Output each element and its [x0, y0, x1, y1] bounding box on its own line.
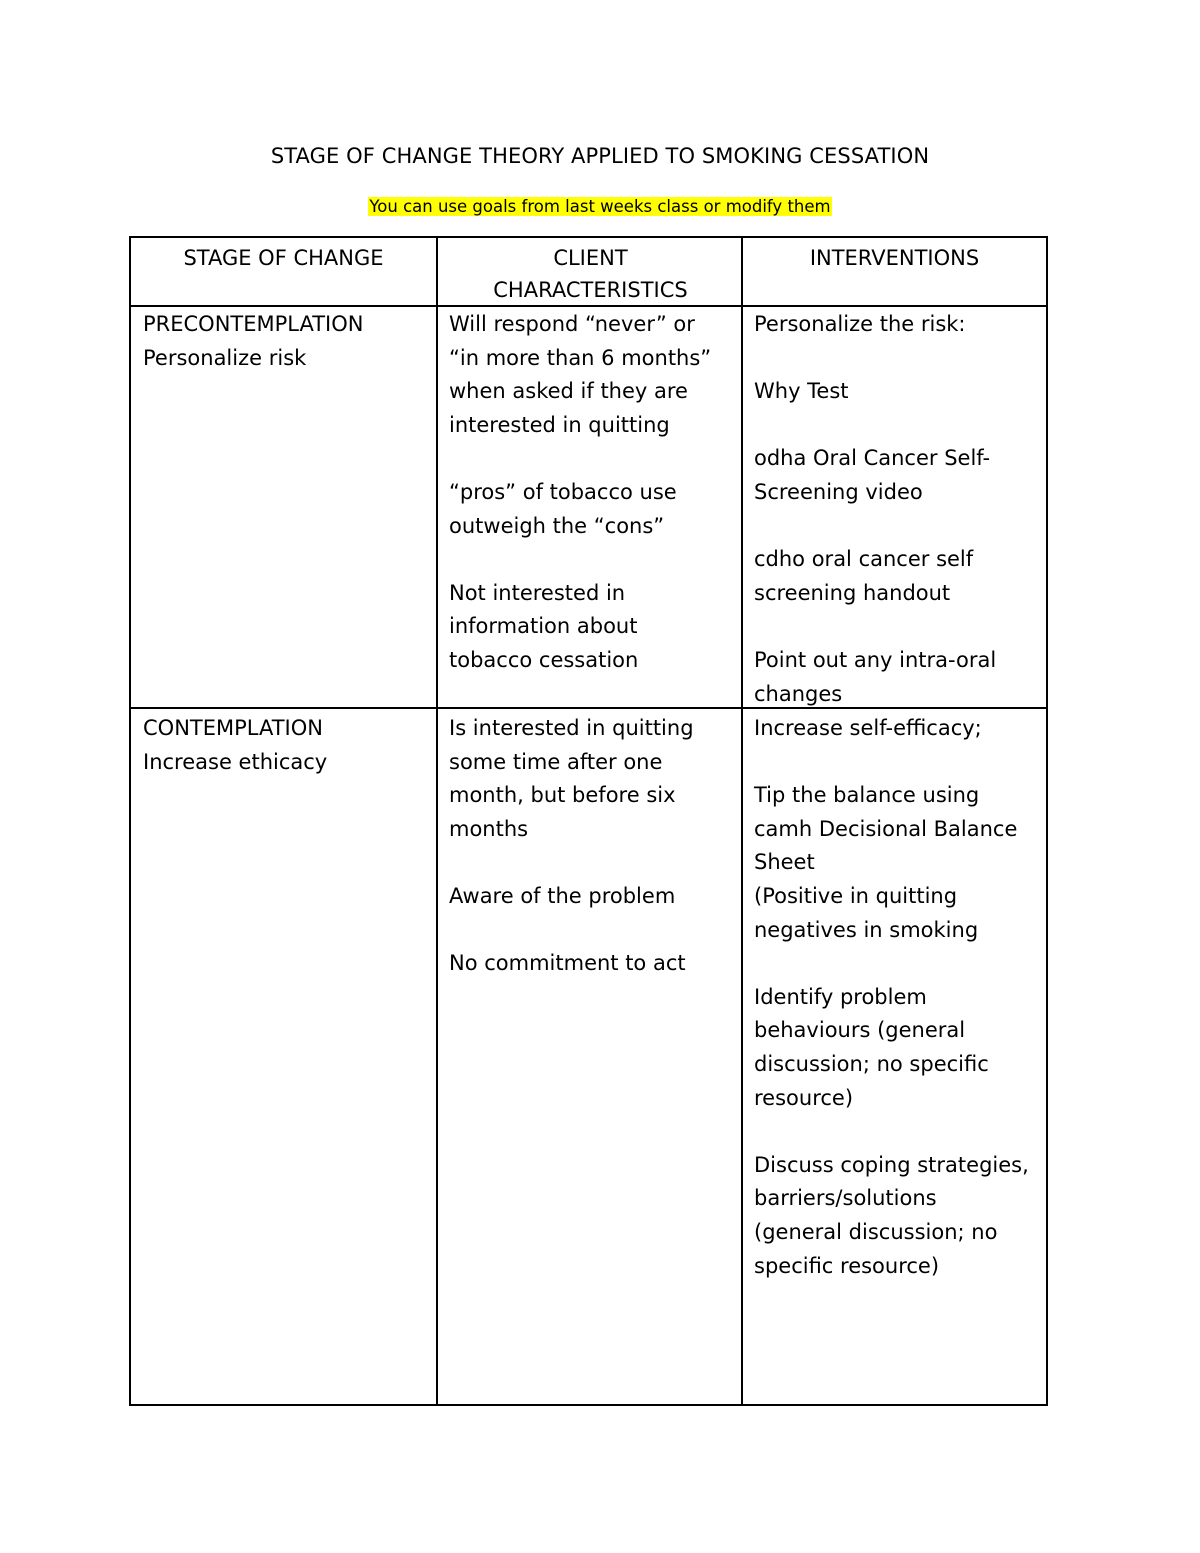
- interventions-line: Discuss coping strategies,: [754, 1152, 1029, 1177]
- characteristics-line: month, but before six: [449, 783, 676, 808]
- stage-of-change-table: [129, 236, 1048, 1406]
- row-2-characteristics-cell: [449, 712, 694, 981]
- interventions-line: negatives in smoking: [754, 917, 979, 942]
- interventions-line: Why Test: [754, 379, 849, 404]
- characteristics-line: Is interested in quitting: [449, 716, 694, 740]
- characteristics-line: Aware of the problem: [449, 883, 676, 908]
- characteristics-line: months: [449, 816, 529, 841]
- interventions-line: specific resource): [754, 1253, 940, 1278]
- header-stage-of-change: STAGE OF CHANGE: [183, 246, 384, 270]
- characteristics-line: outweigh the “cons”: [449, 513, 665, 538]
- interventions-line: (Positive in quitting: [754, 883, 958, 908]
- interventions-line: Personalize the risk:: [754, 312, 966, 336]
- characteristics-line: when asked if they are: [449, 379, 688, 404]
- row-1-stage-cell: [143, 308, 363, 375]
- interventions-line: discussion; no specific: [754, 1051, 989, 1076]
- instruction-note-wrapper: [0, 195, 1200, 218]
- interventions-line: Screening video: [754, 479, 923, 504]
- characteristics-line: No commitment to act: [449, 951, 686, 976]
- interventions-line: Point out any intra-oral: [754, 647, 997, 672]
- interventions-line: Sheet: [754, 850, 815, 875]
- characteristics-line: [449, 914, 694, 948]
- column-divider: [436, 238, 438, 1404]
- characteristics-line: “in more than 6 months”: [449, 345, 712, 370]
- row-2-interventions-cell: [754, 712, 1029, 1283]
- characteristics-line: [449, 442, 711, 476]
- interventions-line: camh Decisional Balance: [754, 816, 1018, 841]
- interventions-line: Tip the balance using: [754, 783, 980, 808]
- interventions-line: [754, 409, 996, 443]
- header-interventions: INTERVENTIONS: [809, 246, 980, 270]
- stage-goal: Personalize risk: [143, 345, 307, 370]
- interventions-line: (general discussion; no: [754, 1219, 998, 1244]
- column-divider: [741, 238, 743, 1404]
- characteristics-line: interested in quitting: [449, 412, 670, 437]
- characteristics-line: “pros” of tobacco use: [449, 479, 677, 504]
- row-1-interventions-cell: [754, 308, 996, 711]
- stage-goal: Increase ethicacy: [143, 749, 328, 774]
- interventions-line: resource): [754, 1085, 854, 1110]
- interventions-line: [754, 610, 996, 644]
- characteristics-line: tobacco cessation: [449, 647, 639, 672]
- interventions-line: behaviours (general: [754, 1018, 966, 1043]
- interventions-line: [754, 947, 1029, 981]
- interventions-line: cdho oral cancer self: [754, 547, 974, 572]
- interventions-line: [754, 1115, 1029, 1149]
- characteristics-line: Not interested in: [449, 580, 626, 605]
- interventions-line: [754, 510, 996, 544]
- interventions-line: changes: [754, 681, 843, 706]
- interventions-line: Identify problem: [754, 984, 927, 1009]
- characteristics-line: information about: [449, 614, 638, 639]
- characteristics-line: [449, 846, 694, 880]
- row-1-characteristics-cell: [449, 308, 711, 678]
- characteristics-line: [449, 543, 711, 577]
- stage-name: PRECONTEMPLATION: [143, 312, 364, 336]
- row-2-stage-cell: [143, 712, 327, 779]
- interventions-line: Increase self-efficacy;: [754, 716, 982, 740]
- interventions-line: [754, 342, 996, 376]
- interventions-line: barriers/solutions: [754, 1186, 937, 1211]
- interventions-line: screening handout: [754, 580, 951, 605]
- header-client-characteristics: CLIENT CHARACTERISTICS: [493, 246, 688, 302]
- interventions-line: odha Oral Cancer Self-: [754, 446, 991, 471]
- characteristics-line: Will respond “never” or: [449, 312, 695, 336]
- stage-name: CONTEMPLATION: [143, 716, 323, 740]
- interventions-line: [754, 746, 1029, 780]
- document-title: STAGE OF CHANGE THEORY APPLIED TO SMOKING CESSATION: [270, 144, 930, 168]
- highlighted-instruction-note: You can use goals from last weeks class or modify them: [369, 197, 831, 216]
- characteristics-line: some time after one: [449, 749, 663, 774]
